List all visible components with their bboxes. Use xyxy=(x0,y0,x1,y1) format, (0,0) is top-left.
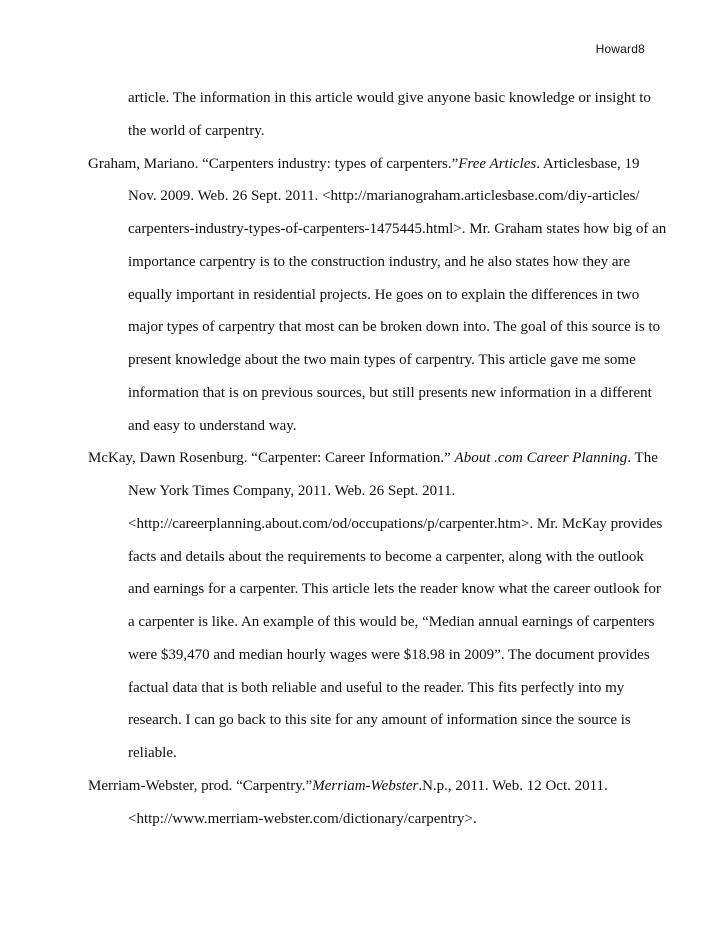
text-line: <http://www.merriam-webster.com/dictionary/carpentry>. xyxy=(128,810,477,827)
text-line: importance carpentry is to the construction industry, and he also states how they are xyxy=(128,253,631,270)
text-line: New York Times Company, 2011. Web. 26 Sept. 2011. xyxy=(128,483,456,499)
text-line: Nov. 2009. Web. 26 Sept. 2011. <http://marianograham.articlesbase.com/diy-articles/ xyxy=(128,188,640,205)
text-line: the world of carpentry. xyxy=(128,122,265,139)
citation-merriam-webster: Merriam-Webster, prod. “Carpentry.”Merriam-Webster.N.p., 2011. Web. 12 Oct. 2011. xyxy=(88,777,608,794)
text-line: reliable. xyxy=(128,745,177,761)
text-line: <http://careerplanning.about.com/od/occupations/p/carpenter.htm>. Mr. McKay provides xyxy=(128,515,663,532)
works-cited-body xyxy=(88,82,667,835)
text-line: carpenters-industry-types-of-carpenters-1475445.html>. Mr. Graham states how big of an xyxy=(128,221,667,237)
text-line: article. The information in this article would give anyone basic knowledge or insight to xyxy=(128,90,651,106)
text-line: facts and details about the requirements to become a carpenter, along with the outlook xyxy=(128,548,644,565)
text-line: research. I can go back to this site for any amount of information since the source is xyxy=(128,712,631,729)
text-line: major types of carpentry that most can be broken down into. The goal of this source is to xyxy=(128,319,661,336)
text-line: a carpenter is like. An example of this would be, “Median annual earnings of carpenters xyxy=(128,614,655,630)
page-header: Howard8 xyxy=(595,42,645,56)
citation-mckay: McKay, Dawn Rosenburg. “Carpenter: Career Information.” About .com Career Planning. The xyxy=(88,450,658,467)
text-line: were $39,470 and median hourly wages were $18.98 in 2009”. The document provides xyxy=(128,646,650,663)
citation-graham: Graham, Mariano. “Carpenters industry: types of carpenters.”Free Articles. Articlesbase, 19 xyxy=(88,155,640,172)
text-line: factual data that is both reliable and useful to the reader. This fits perfectly into my xyxy=(128,679,625,696)
text-line: present knowledge about the two main types of carpentry. This article gave me some xyxy=(128,352,636,368)
text-line: equally important in residential projects. He goes on to explain the differences in two xyxy=(128,286,640,303)
text-line: and earnings for a carpenter. This article lets the reader know what the career outlook for xyxy=(128,581,661,598)
text-line: information that is on previous sources, but still presents new information in a different xyxy=(128,384,652,401)
text-line: and easy to understand way. xyxy=(128,417,297,434)
